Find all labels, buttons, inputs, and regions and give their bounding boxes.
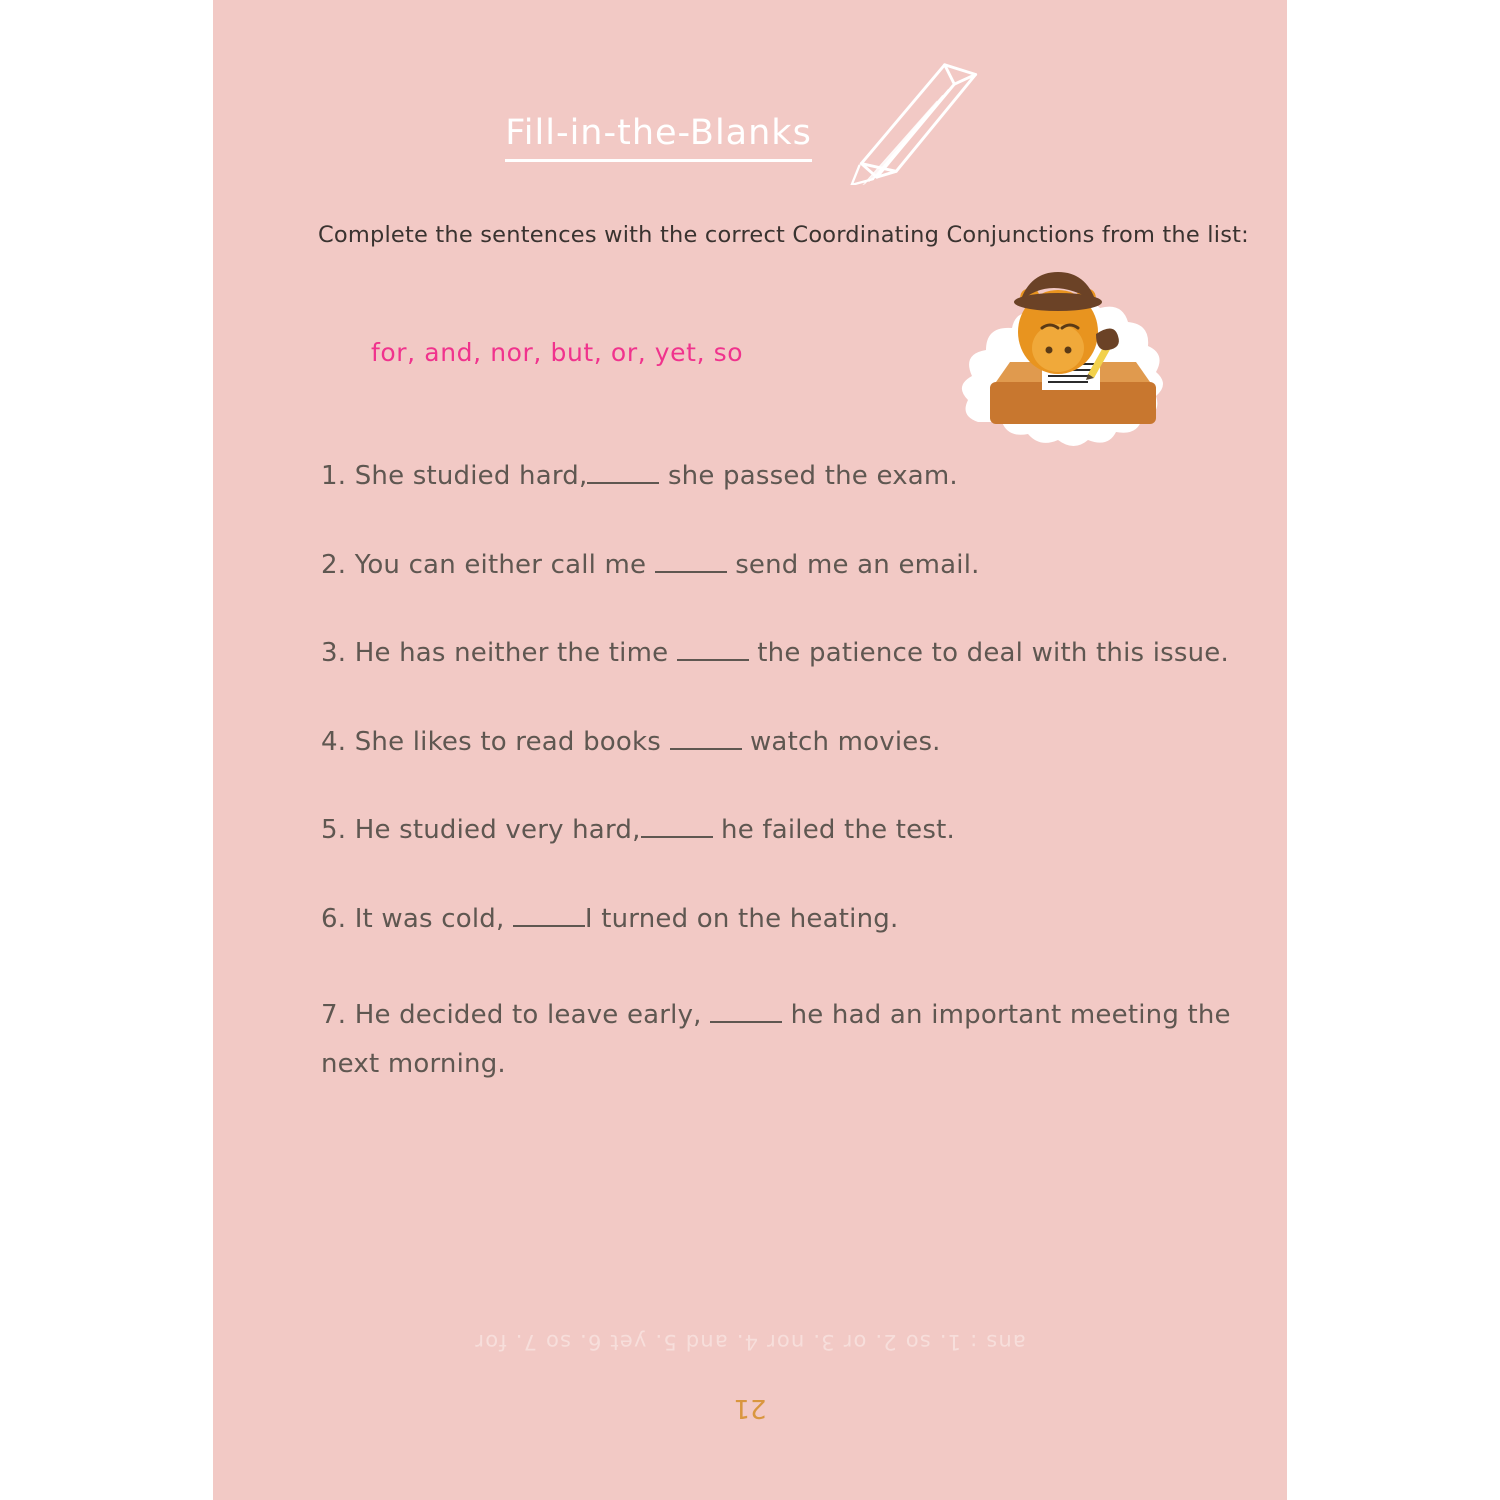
question-item: [321, 637, 1241, 670]
question-text-before: He studied very hard,: [354, 815, 641, 845]
answer-blank[interactable]: [587, 482, 659, 484]
question-text-after: watch movies.: [749, 726, 941, 757]
worksheet-header: [213, 90, 1287, 185]
question-text-after: I turned on the heating.: [584, 903, 899, 934]
question-number: 5.: [321, 815, 347, 845]
question-text-after: he failed the test.: [721, 815, 955, 845]
page-title: Fill-in-the-Blanks: [505, 113, 812, 162]
page-number: 21: [733, 1393, 767, 1423]
question-number: 6.: [321, 903, 347, 934]
question-number: 2.: [321, 549, 347, 580]
question-number: 7.: [321, 1000, 347, 1030]
question-text-before: He decided to leave early,: [354, 1000, 702, 1030]
question-number: 4.: [321, 726, 347, 757]
answer-blank[interactable]: [513, 925, 585, 927]
question-list: [321, 460, 1241, 1090]
answer-blank[interactable]: [710, 1021, 782, 1023]
answer-blank[interactable]: [677, 659, 749, 661]
question-text-before: She likes to read books: [354, 726, 662, 757]
pencil-icon: [840, 55, 995, 185]
question-text-before: You can either call me: [354, 549, 647, 580]
question-text-after: he had an important meeting the next morning.: [321, 1000, 1231, 1080]
question-item: [321, 903, 1241, 936]
answer-blank[interactable]: [641, 836, 713, 838]
question-number: 1.: [321, 461, 347, 491]
question-item: [321, 549, 1241, 582]
question-item: [321, 460, 1241, 493]
answer-blank[interactable]: [655, 571, 727, 573]
instructions-text: Complete the sentences with the correct Coordinating Conjunctions from the list:: [318, 222, 1249, 248]
horse-writing-mascot-icon: [938, 262, 1208, 482]
answer-key: ans : 1. so 2. or 3. nor 4. and 5. yet 6. so 7. for: [474, 1330, 1026, 1354]
question-number: 3.: [321, 638, 347, 668]
question-text-before: It was cold,: [354, 903, 505, 934]
question-text-after: the patience to deal with this issue.: [757, 638, 1229, 668]
question-text-after: she passed the exam.: [667, 461, 958, 491]
question-text-before: She studied hard,: [354, 461, 588, 491]
word-bank: for, and, nor, but, or, yet, so: [371, 338, 744, 367]
question-item: [321, 726, 1241, 759]
question-item: [321, 991, 1241, 1090]
question-item: [321, 814, 1241, 847]
worksheet-page: [213, 0, 1287, 1500]
answer-blank[interactable]: [670, 748, 742, 750]
question-text-after: send me an email.: [735, 549, 980, 580]
question-text-before: He has neither the time: [354, 638, 669, 668]
